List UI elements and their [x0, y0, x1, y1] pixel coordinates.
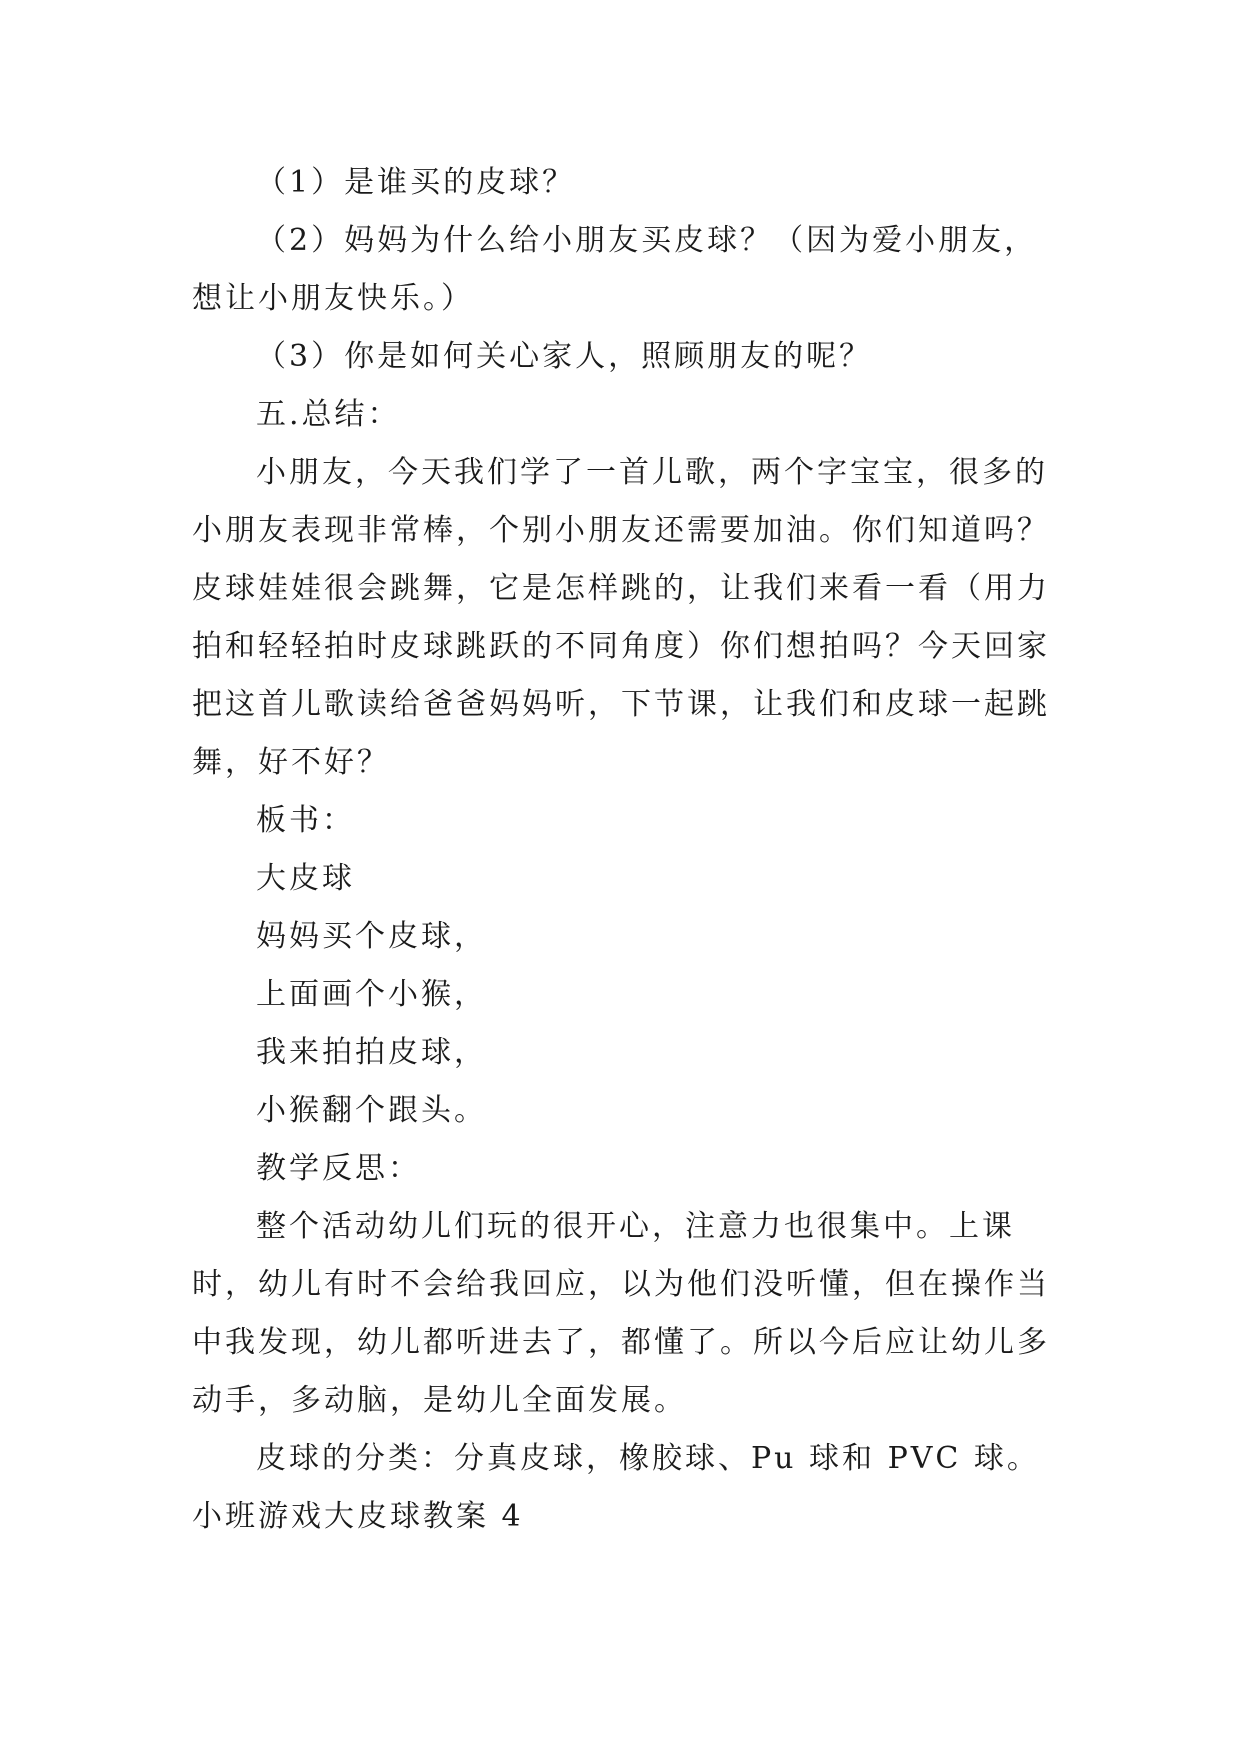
document-body — [192, 154, 1062, 1546]
next-section-title: 小班游戏大皮球教案 4 — [192, 1499, 524, 1534]
poem-line: 妈妈买个皮球， — [256, 919, 487, 954]
question-1: （1）是谁买的皮球？ — [256, 165, 576, 200]
poem-line: 上面画个小猴， — [256, 977, 487, 1012]
poem-line: 我来拍拍皮球， — [256, 1035, 487, 1070]
question-2: （2）妈妈为什么给小朋友买皮球？（因为爱小朋友，想让小朋友快乐。） — [192, 223, 1038, 316]
reflection-paragraph: 整个活动幼儿们玩的很开心，注意力也很集中。上课时，幼儿有时不会给我回应，以为他们没听懂，但在操作当中我发现，幼儿都听进去了，都懂了。所以今后应让幼儿多动手，多动脑，是幼儿全面发展。 — [192, 1209, 1050, 1418]
ball-types-paragraph: 皮球的分类：分真皮球，橡胶球、Pu 球和 PVC 球。 — [256, 1441, 1040, 1476]
question-3: （3）你是如何关心家人，照顾朋友的呢？ — [256, 339, 873, 374]
summary-heading: 五.总结： — [256, 397, 401, 432]
poem-title: 大皮球 — [256, 861, 355, 896]
reflection-heading: 教学反思： — [256, 1151, 421, 1186]
summary-paragraph: 小朋友，今天我们学了一首儿歌，两个字宝宝，很多的小朋友表现非常棒，个别小朋友还需要加油。你们知道吗？皮球娃娃很会跳舞，它是怎样跳的，让我们来看一看（用力拍和轻轻拍时皮球跳跃的不同角度）你们想拍吗？今天回家把这首儿歌读给爸爸妈妈听，下节课，让我们和皮球一起跳舞，好不好？ — [192, 455, 1050, 780]
poem-line: 小猴翻个跟头。 — [256, 1093, 487, 1128]
board-heading: 板书： — [256, 803, 355, 838]
